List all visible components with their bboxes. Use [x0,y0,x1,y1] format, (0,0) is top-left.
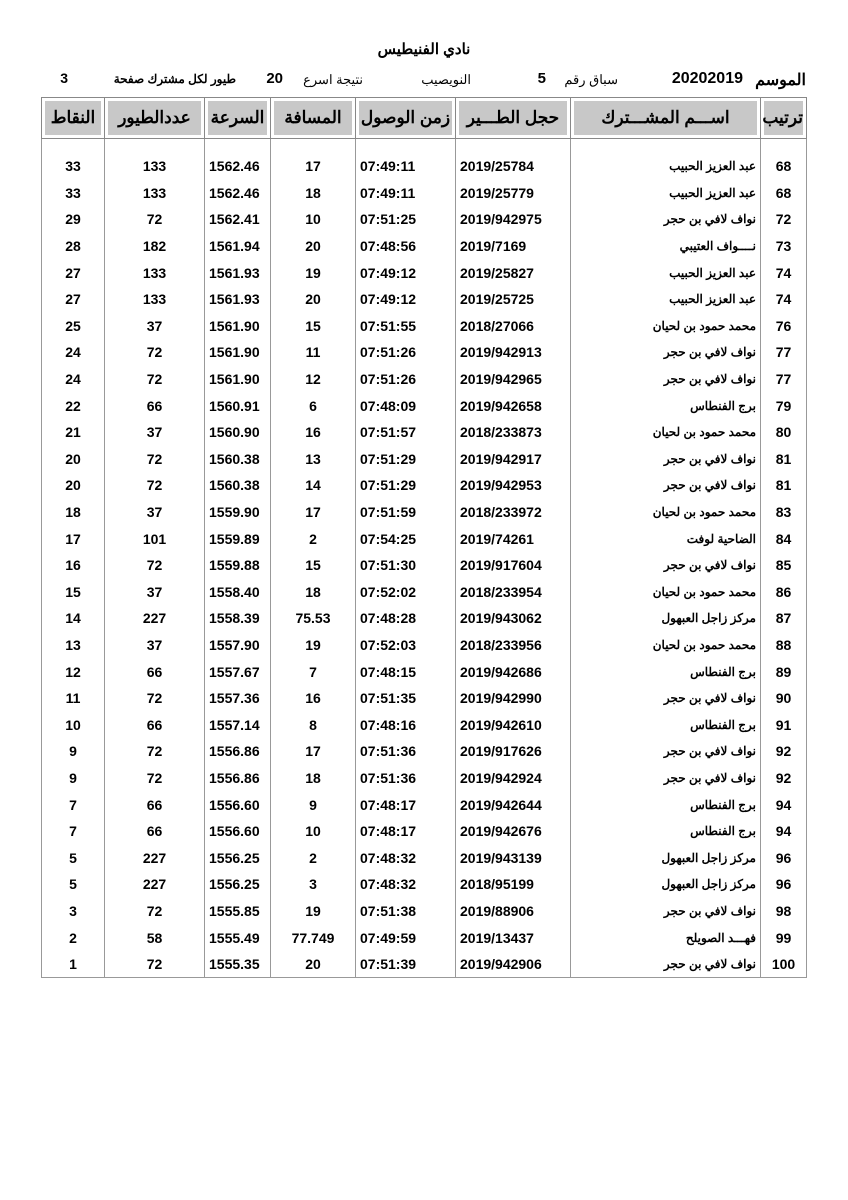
cell-speed: 1557.90 [205,632,271,659]
cell-time: 07:52:03 [356,632,456,659]
cell-name: نواف لافي بن حجر [571,339,761,366]
cell-time: 07:51:57 [356,419,456,446]
cell-name: عبد العزيز الحبيب [571,180,761,207]
cell-distance: 17 [271,139,356,180]
cell-rank: 79 [761,392,807,419]
table-row [42,605,807,632]
cell-name: مركز زاجل العبهول [571,844,761,871]
cell-distance: 19 [271,632,356,659]
cell-speed: 1558.40 [205,579,271,606]
cell-ring: 2019/74261 [456,525,571,552]
cell-time: 07:51:36 [356,765,456,792]
cell-name: مركز زاجل العبهول [571,871,761,898]
cell-ring: 2019/25784 [456,139,571,180]
cell-name: نواف لافي بن حجر [571,552,761,579]
cell-distance: 16 [271,685,356,712]
cell-birds: 72 [105,339,205,366]
cell-ring: 2019/25779 [456,180,571,207]
cell-points: 33 [42,180,105,207]
cell-time: 07:51:29 [356,472,456,499]
cell-time: 07:51:36 [356,738,456,765]
cell-distance: 11 [271,339,356,366]
cell-name: برج الفنطاس [571,711,761,738]
cell-rank: 86 [761,579,807,606]
cell-points: 16 [42,552,105,579]
table-row [42,139,807,180]
cell-name: برج الفنطاس [571,791,761,818]
cell-ring: 2019/88906 [456,898,571,925]
cell-distance: 2 [271,844,356,871]
cell-name: عبد العزيز الحبيب [571,139,761,180]
header-name: اســـم المشـــترك [571,98,761,139]
cell-time: 07:51:38 [356,898,456,925]
result-label: نتيجة اسرع [303,72,363,87]
cell-points: 20 [42,472,105,499]
cell-points: 2 [42,924,105,951]
cell-time: 07:51:26 [356,366,456,393]
cell-time: 07:51:26 [356,339,456,366]
cell-speed: 1556.60 [205,791,271,818]
table-row [42,499,807,526]
header-birds: عددالطيور [105,98,205,139]
cell-rank: 80 [761,419,807,446]
cell-rank: 74 [761,259,807,286]
race-number: 5 [537,70,546,87]
cell-name: نواف لافي بن حجر [571,685,761,712]
cell-birds: 58 [105,924,205,951]
cell-distance: 14 [271,472,356,499]
cell-name: فهـــد الصويلح [571,924,761,951]
cell-ring: 2019/942990 [456,685,571,712]
cell-points: 24 [42,366,105,393]
cell-points: 25 [42,313,105,340]
cell-ring: 2019/942953 [456,472,571,499]
cell-rank: 83 [761,499,807,526]
cell-points: 15 [42,579,105,606]
cell-birds: 227 [105,844,205,871]
cell-points: 1 [42,951,105,978]
table-row [42,472,807,499]
cell-birds: 66 [105,818,205,845]
cell-time: 07:51:59 [356,499,456,526]
cell-rank: 74 [761,286,807,313]
cell-time: 07:51:55 [356,313,456,340]
cell-ring: 2019/942658 [456,392,571,419]
table-header [42,98,807,139]
cell-rank: 81 [761,472,807,499]
cell-distance: 18 [271,765,356,792]
cell-points: 3 [42,898,105,925]
cell-distance: 20 [271,233,356,260]
cell-ring: 2019/25725 [456,286,571,313]
cell-name: نواف لافي بن حجر [571,951,761,978]
cell-speed: 1555.49 [205,924,271,951]
cell-name: مركز زاجل العبهول [571,605,761,632]
cell-rank: 94 [761,818,807,845]
cell-name: عبد العزيز الحبيب [571,259,761,286]
cell-name: محمد حمود بن لحيان [571,313,761,340]
cell-birds: 66 [105,392,205,419]
cell-points: 13 [42,632,105,659]
cell-time: 07:51:25 [356,206,456,233]
table-row [42,871,807,898]
cell-points: 33 [42,139,105,180]
cell-points: 20 [42,446,105,473]
cell-distance: 20 [271,951,356,978]
cell-points: 27 [42,259,105,286]
cell-time: 07:51:29 [356,446,456,473]
cell-time: 07:51:30 [356,552,456,579]
cell-distance: 15 [271,552,356,579]
cell-points: 9 [42,765,105,792]
cell-time: 07:52:02 [356,579,456,606]
table-row [42,632,807,659]
cell-speed: 1562.41 [205,206,271,233]
cell-name: نواف لافي بن حجر [571,738,761,765]
season-label: الموسم [755,72,806,89]
cell-rank: 77 [761,339,807,366]
table-row [42,818,807,845]
cell-ring: 2019/942676 [456,818,571,845]
cell-speed: 1560.91 [205,392,271,419]
cell-speed: 1560.38 [205,472,271,499]
table-row [42,791,807,818]
cell-ring: 2019/942913 [456,339,571,366]
cell-time: 07:48:15 [356,658,456,685]
cell-speed: 1561.90 [205,339,271,366]
cell-speed: 1561.93 [205,286,271,313]
cell-distance: 6 [271,392,356,419]
cell-speed: 1559.90 [205,499,271,526]
cell-ring: 2018/95199 [456,871,571,898]
cell-rank: 100 [761,951,807,978]
cell-name: عبد العزيز الحبيب [571,286,761,313]
cell-rank: 92 [761,738,807,765]
cell-birds: 72 [105,738,205,765]
cell-birds: 66 [105,658,205,685]
cell-name: الضاحية لوفت [571,525,761,552]
cell-rank: 92 [761,765,807,792]
cell-name: نواف لافي بن حجر [571,446,761,473]
cell-time: 07:49:11 [356,139,456,180]
cell-distance: 18 [271,180,356,207]
cell-birds: 133 [105,286,205,313]
header-time: زمن الوصول [356,98,456,139]
cell-points: 28 [42,233,105,260]
cell-birds: 182 [105,233,205,260]
cell-ring: 2019/13437 [456,924,571,951]
cell-points: 9 [42,738,105,765]
table-row [42,206,807,233]
cell-name: محمد حمود بن لحيان [571,499,761,526]
cell-points: 22 [42,392,105,419]
cell-rank: 68 [761,180,807,207]
cell-rank: 77 [761,366,807,393]
cell-birds: 37 [105,313,205,340]
cell-ring: 2019/917626 [456,738,571,765]
cell-birds: 72 [105,446,205,473]
cell-distance: 75.53 [271,605,356,632]
cell-speed: 1556.25 [205,871,271,898]
page-number: 3 [60,70,68,86]
cell-name: نــــواف العتيبي [571,233,761,260]
cell-distance: 9 [271,791,356,818]
cell-distance: 12 [271,366,356,393]
cell-rank: 76 [761,313,807,340]
cell-distance: 15 [271,313,356,340]
cell-ring: 2018/233873 [456,419,571,446]
cell-ring: 2019/7169 [456,233,571,260]
cell-birds: 37 [105,499,205,526]
table-row [42,313,807,340]
cell-points: 18 [42,499,105,526]
cell-rank: 72 [761,206,807,233]
per-member-label: طيور لكل مشترك صفحة [113,72,236,86]
table-row [42,738,807,765]
cell-speed: 1555.35 [205,951,271,978]
cell-ring: 2019/942906 [456,951,571,978]
cell-birds: 66 [105,791,205,818]
cell-birds: 72 [105,206,205,233]
table-row [42,392,807,419]
cell-speed: 1556.86 [205,765,271,792]
cell-rank: 98 [761,898,807,925]
cell-distance: 8 [271,711,356,738]
cell-ring: 2018/27066 [456,313,571,340]
cell-points: 27 [42,286,105,313]
cell-points: 12 [42,658,105,685]
race-location: النويصيب [421,72,471,87]
cell-distance: 3 [271,871,356,898]
cell-name: محمد حمود بن لحيان [571,419,761,446]
cell-speed: 1561.90 [205,313,271,340]
cell-speed: 1556.60 [205,818,271,845]
cell-birds: 72 [105,951,205,978]
cell-distance: 13 [271,446,356,473]
cell-distance: 18 [271,579,356,606]
cell-distance: 77.749 [271,924,356,951]
cell-ring: 2019/942924 [456,765,571,792]
cell-ring: 2019/942644 [456,791,571,818]
cell-speed: 1559.89 [205,525,271,552]
cell-speed: 1555.85 [205,898,271,925]
table-row [42,180,807,207]
header-distance: المسافة [271,98,356,139]
cell-points: 5 [42,871,105,898]
cell-distance: 17 [271,738,356,765]
cell-name: نواف لافي بن حجر [571,898,761,925]
cell-birds: 227 [105,871,205,898]
cell-rank: 88 [761,632,807,659]
cell-distance: 10 [271,818,356,845]
cell-name: نواف لافي بن حجر [571,472,761,499]
cell-name: محمد حمود بن لحيان [571,579,761,606]
cell-rank: 96 [761,844,807,871]
header-rank: ترتيب [761,98,807,139]
cell-time: 07:51:39 [356,951,456,978]
cell-time: 07:48:32 [356,871,456,898]
cell-ring: 2018/233956 [456,632,571,659]
cell-speed: 1556.86 [205,738,271,765]
cell-time: 07:48:17 [356,818,456,845]
table-row [42,711,807,738]
cell-birds: 72 [105,552,205,579]
cell-birds: 72 [105,898,205,925]
cell-time: 07:49:11 [356,180,456,207]
header-ring: حجل الطـــير [456,98,571,139]
cell-points: 5 [42,844,105,871]
cell-ring: 2019/917604 [456,552,571,579]
cell-time: 07:48:28 [356,605,456,632]
race-label: سباق رقم [564,72,618,87]
table-row [42,339,807,366]
table-row [42,525,807,552]
cell-speed: 1562.46 [205,139,271,180]
cell-name: نواف لافي بن حجر [571,206,761,233]
cell-distance: 20 [271,286,356,313]
cell-birds: 37 [105,419,205,446]
cell-points: 24 [42,339,105,366]
table-row [42,579,807,606]
cell-time: 07:48:56 [356,233,456,260]
cell-ring: 2019/942610 [456,711,571,738]
cell-birds: 72 [105,366,205,393]
cell-birds: 66 [105,711,205,738]
table-row [42,658,807,685]
cell-rank: 85 [761,552,807,579]
fastest-count: 20 [266,70,283,87]
cell-birds: 227 [105,605,205,632]
cell-points: 7 [42,791,105,818]
cell-rank: 96 [761,871,807,898]
cell-speed: 1559.88 [205,552,271,579]
cell-ring: 2019/943062 [456,605,571,632]
cell-birds: 133 [105,180,205,207]
cell-speed: 1561.90 [205,366,271,393]
cell-ring: 2019/942965 [456,366,571,393]
cell-speed: 1558.39 [205,605,271,632]
cell-points: 17 [42,525,105,552]
cell-points: 7 [42,818,105,845]
cell-time: 07:48:16 [356,711,456,738]
cell-time: 07:48:09 [356,392,456,419]
cell-ring: 2018/233972 [456,499,571,526]
cell-name: نواف لافي بن حجر [571,366,761,393]
cell-birds: 72 [105,685,205,712]
table-row [42,951,807,978]
cell-time: 07:49:12 [356,286,456,313]
cell-distance: 7 [271,658,356,685]
cell-distance: 19 [271,259,356,286]
cell-name: برج الفنطاس [571,658,761,685]
cell-time: 07:51:35 [356,685,456,712]
cell-time: 07:54:25 [356,525,456,552]
cell-rank: 94 [761,791,807,818]
cell-ring: 2019/943139 [456,844,571,871]
cell-ring: 2019/942917 [456,446,571,473]
header-speed: السرعة [205,98,271,139]
cell-birds: 133 [105,259,205,286]
cell-rank: 91 [761,711,807,738]
cell-speed: 1560.38 [205,446,271,473]
table-row [42,366,807,393]
cell-birds: 72 [105,472,205,499]
header-points: النقاط [42,98,105,139]
cell-speed: 1562.46 [205,180,271,207]
cell-speed: 1557.67 [205,658,271,685]
cell-time: 07:48:32 [356,844,456,871]
cell-distance: 2 [271,525,356,552]
cell-distance: 17 [271,499,356,526]
cell-name: برج الفنطاس [571,818,761,845]
cell-rank: 99 [761,924,807,951]
cell-rank: 89 [761,658,807,685]
cell-birds: 101 [105,525,205,552]
cell-ring: 2019/942686 [456,658,571,685]
cell-points: 14 [42,605,105,632]
cell-speed: 1560.90 [205,419,271,446]
cell-time: 07:49:12 [356,259,456,286]
cell-time: 07:48:17 [356,791,456,818]
table-row [42,233,807,260]
table-row [42,685,807,712]
cell-speed: 1557.36 [205,685,271,712]
cell-time: 07:49:59 [356,924,456,951]
cell-speed: 1561.93 [205,259,271,286]
cell-rank: 81 [761,446,807,473]
cell-ring: 2018/233954 [456,579,571,606]
cell-distance: 16 [271,419,356,446]
table-row [42,898,807,925]
table-row [42,286,807,313]
cell-birds: 37 [105,579,205,606]
cell-speed: 1557.14 [205,711,271,738]
cell-distance: 10 [271,206,356,233]
table-row [42,259,807,286]
cell-speed: 1561.94 [205,233,271,260]
cell-name: نواف لافي بن حجر [571,765,761,792]
cell-ring: 2019/25827 [456,259,571,286]
cell-speed: 1556.25 [205,844,271,871]
cell-name: محمد حمود بن لحيان [571,632,761,659]
cell-rank: 90 [761,685,807,712]
table-row [42,419,807,446]
cell-rank: 68 [761,139,807,180]
club-title: نادي الفنيطيس [377,41,471,58]
season-value: 20202019 [671,70,743,87]
cell-ring: 2019/942975 [456,206,571,233]
cell-points: 11 [42,685,105,712]
cell-birds: 133 [105,139,205,180]
cell-birds: 37 [105,632,205,659]
cell-rank: 87 [761,605,807,632]
table-row [42,844,807,871]
table-row [42,924,807,951]
cell-distance: 19 [271,898,356,925]
table-row [42,552,807,579]
cell-points: 10 [42,711,105,738]
cell-birds: 72 [105,765,205,792]
cell-name: برج الفنطاس [571,392,761,419]
table-row [42,446,807,473]
cell-points: 21 [42,419,105,446]
table-row [42,765,807,792]
cell-rank: 73 [761,233,807,260]
cell-rank: 84 [761,525,807,552]
results-table [41,97,807,978]
cell-points: 29 [42,206,105,233]
